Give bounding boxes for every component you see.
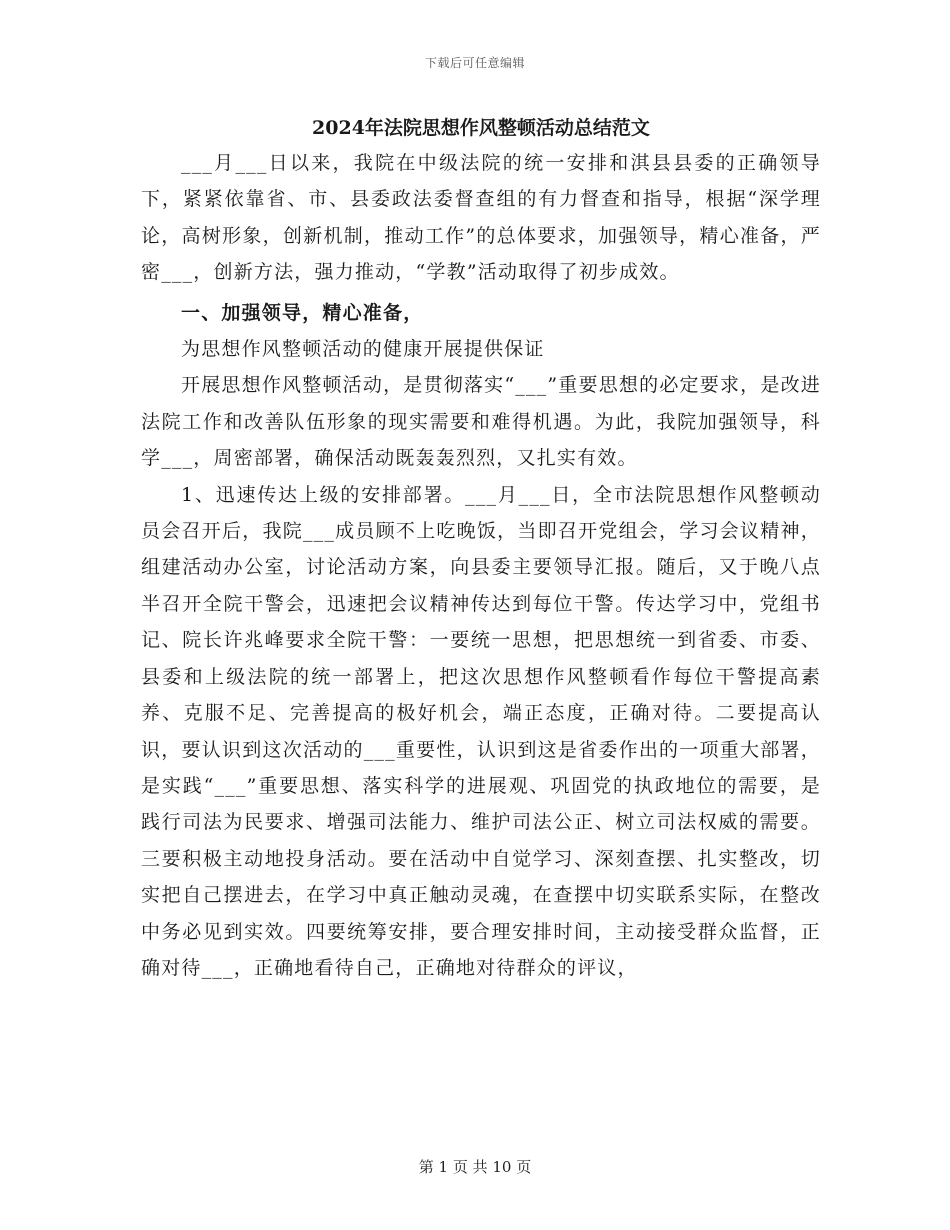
body-paragraph-1: 开展思想作风整顿活动，是贯彻落实“___”重要思想的必定要求，是改进法院工作和改善队伍形象的现实需要和难得机遇。为此，我院加强领导，科学___，周密部署，确保活动既轰轰烈烈，又扎实有效。 (141, 374, 821, 470)
page-header-note: 下载后可任意编辑 (424, 56, 525, 70)
document-body (141, 111, 821, 986)
intro-paragraph: ___月___日以来，我院在中级法院的统一安排和淇县县委的正确领导下，紧紧依靠省、市、县委政法委督查组的有力督查和指导，根据“深学理论，高树形象，创新机制，推动工作”的总体要求，加强领导，精心准备，严密___，创新方法，强力推动，“学教”活动取得了初步成效。 (141, 152, 821, 284)
body-paragraph-2: 1、迅速传达上级的安排部署。___月___日，全市法院思想作风整顿动员会召开后，我院___成员顾不上吃晚饭，当即召开党组会，学习会议精神，组建活动办公室，讨论活动方案，向县委主要领导汇报。随后，又于晚八点半召开全院干警会，迅速把会议精神传达到每位干警。传达学习中，党组书记、院长许兆峰要求全院干警：一要统一思想，把思想统一到省委、市委、县委和上级法院的统一部署上，把这次思想作风整顿看作每位干警提高素养、克服不足、完善提高的极好机会，端正态度，正确对待。二要提高认识，要认识到这次活动的___重要性，认识到这是省委作出的一项重大部署，是实践“___”重要思想、落实科学的进展观、巩固党的执政地位的需要，是践行司法为民要求、增强司法能力、维护司法公正、树立司法权威的需要。三要积极主动地投身活动。要在活动中自觉学习、深刻查摆、扎实整改，切实把自己摆进去，在学习中真正触动灵魂，在查摆中切实联系实际，在整改中务必见到实效。四要统筹安排，要合理安排时间，主动接受群众监督，正确对待___，正确地看待自己，正确地对待群众的评议， (141, 483, 821, 979)
section-heading-1: 一、加强领导，精心准备， (181, 301, 424, 324)
document-title: 2024年法院思想作风整顿活动总结范文 (312, 117, 650, 139)
section-subheading-1: 为思想作风整顿活动的健康开展提供保证 (181, 338, 545, 361)
page-footer: 第 1 页 共 10 页 (418, 1158, 532, 1176)
